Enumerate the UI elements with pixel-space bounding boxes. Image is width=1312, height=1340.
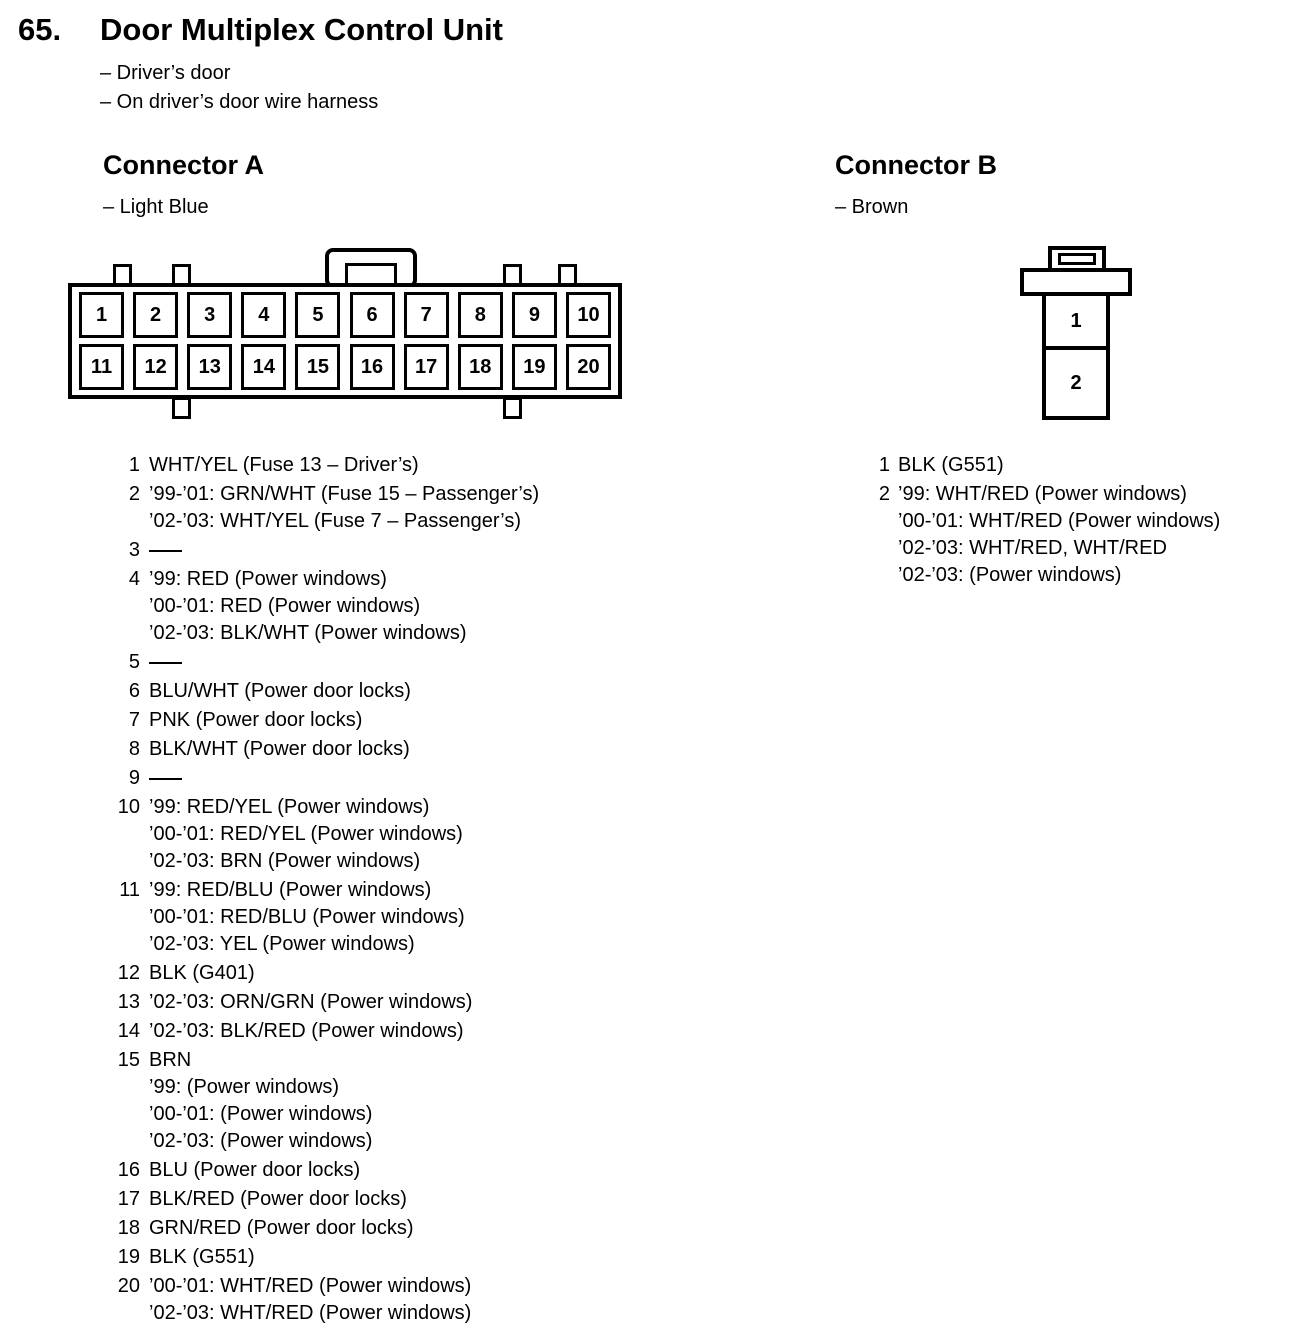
pin-description — [898, 481, 1220, 589]
pin-line: ’02-’03: WHT/YEL (Fuse 7 – Passenger’s) — [149, 510, 522, 532]
pin-row-3 — [105, 537, 539, 564]
pin-description — [149, 707, 362, 734]
connector-cavity-6: 6 — [350, 292, 395, 338]
pin-line: ’00-’01: WHT/RED (Power windows) — [149, 1275, 472, 1297]
pin-line: ’00-’01: WHT/RED (Power windows) — [898, 510, 1221, 532]
connector-cavity-4: 4 — [241, 292, 286, 338]
pin-description — [149, 989, 472, 1016]
connector-cavity-13: 13 — [187, 344, 232, 390]
connector-cavity-2: 2 — [1070, 371, 1082, 394]
pin-number: 10 — [117, 796, 140, 818]
pin-line: ’02-’03: WHT/RED, WHT/RED — [898, 537, 1167, 559]
page-note: – Driver’s door — [100, 62, 231, 84]
pin-number: 4 — [128, 568, 140, 590]
pin-description — [149, 537, 182, 564]
connector-a-pin-list — [105, 452, 539, 1329]
pin-line: ’00-’01: RED/YEL (Power windows) — [149, 823, 463, 845]
pin-description — [149, 877, 465, 958]
pin-row-2 — [868, 481, 1220, 589]
pin-line — [149, 537, 182, 564]
pin-description — [149, 452, 419, 479]
pin-line: ’02-’03: ORN/GRN (Power windows) — [149, 991, 473, 1013]
pin-number: 5 — [128, 651, 140, 673]
pin-line: ’00-’01: RED (Power windows) — [149, 595, 421, 617]
pin-description — [149, 1215, 414, 1242]
pin-row-5 — [105, 649, 539, 676]
pin-description — [149, 1018, 464, 1045]
connector-cavity-14: 14 — [241, 344, 286, 390]
pin-line: GRN/RED (Power door locks) — [149, 1217, 414, 1239]
pin-row-8 — [105, 736, 539, 763]
connector-cavity-2: 2 — [133, 292, 178, 338]
pin-description — [149, 1047, 372, 1155]
connector-b-pin-diagram — [1018, 246, 1134, 422]
connector-cavity-3: 3 — [187, 292, 232, 338]
pin-line: ’02-’03: (Power windows) — [149, 1130, 373, 1152]
pin-row-13 — [105, 989, 539, 1016]
connector-b-flange — [1020, 268, 1132, 296]
pin-number: 19 — [117, 1246, 140, 1268]
pin-description — [149, 794, 463, 875]
pin-line: ’00-’01: RED/BLU (Power windows) — [149, 906, 465, 928]
pin-line: ’99: RED/BLU (Power windows) — [149, 879, 432, 901]
page-note: – On driver’s door wire harness — [100, 91, 379, 113]
pin-number: 9 — [128, 767, 140, 789]
connector-latch-notch — [1058, 253, 1096, 265]
pin-number: 12 — [117, 962, 140, 984]
no-connection-dash — [149, 662, 182, 664]
pin-line: PNK (Power door locks) — [149, 709, 363, 731]
pin-number: 2 — [128, 483, 140, 505]
pin-description — [149, 1273, 471, 1327]
no-connection-dash — [149, 550, 182, 552]
connector-cavity-8: 8 — [458, 292, 503, 338]
pin-line: ’02-’03: BRN (Power windows) — [149, 850, 421, 872]
pin-row-15 — [105, 1047, 539, 1155]
pin-line: BLK (G401) — [149, 962, 255, 984]
pin-line — [149, 765, 182, 792]
pin-number: 11 — [119, 879, 140, 901]
connector-cavity-1: 1 — [79, 292, 124, 338]
pin-line: BLK (G551) — [898, 454, 1004, 476]
pin-row-2 — [105, 481, 539, 535]
connector-a-row-bottom — [79, 344, 611, 390]
page-title: Door Multiplex Control Unit — [100, 12, 503, 47]
pin-number: 18 — [117, 1217, 140, 1239]
connector-b-pin-list — [868, 452, 1220, 591]
connector-cavity-16: 16 — [350, 344, 395, 390]
pin-number: 17 — [117, 1188, 140, 1210]
pin-number: 14 — [117, 1020, 140, 1042]
pin-description — [149, 481, 539, 535]
pin-line: ’99: RED/YEL (Power windows) — [149, 796, 430, 818]
pin-number: 13 — [117, 991, 140, 1013]
connector-cavity-20: 20 — [566, 344, 611, 390]
pin-number: 3 — [128, 539, 140, 561]
pin-row-18 — [105, 1215, 539, 1242]
pin-line: BLU (Power door locks) — [149, 1159, 361, 1181]
connector-cavity-5: 5 — [295, 292, 340, 338]
pin-number: 1 — [878, 454, 890, 476]
pin-number: 20 — [117, 1275, 140, 1297]
pin-line: BLU/WHT (Power door locks) — [149, 680, 411, 702]
pin-line: BLK/WHT (Power door locks) — [149, 738, 410, 760]
connector-a-body — [68, 283, 622, 399]
connector-cavity-12: 12 — [133, 344, 178, 390]
pin-number: 8 — [128, 738, 140, 760]
pin-row-6 — [105, 678, 539, 705]
pin-line — [149, 649, 182, 676]
pin-row-17 — [105, 1186, 539, 1213]
pin-line: ’02-’03: YEL (Power windows) — [149, 933, 415, 955]
pin-row-1 — [868, 452, 1220, 479]
section-number: 65. — [18, 12, 62, 47]
pin-line: ’02-’03: BLK/RED (Power windows) — [149, 1020, 464, 1042]
connector-tab — [503, 397, 522, 419]
connector-a-color-note: – Light Blue — [103, 196, 209, 218]
pin-description — [149, 960, 255, 987]
connector-cavity-1: 1 — [1046, 296, 1106, 350]
pin-description — [149, 566, 467, 647]
pin-line: ’02-’03: (Power windows) — [898, 564, 1122, 586]
connector-latch-tab — [325, 248, 417, 288]
pin-description — [149, 1244, 255, 1271]
connector-cavity-15: 15 — [295, 344, 340, 390]
pin-row-16 — [105, 1157, 539, 1184]
pin-row-7 — [105, 707, 539, 734]
connector-cavity-9: 9 — [512, 292, 557, 338]
pin-row-19 — [105, 1244, 539, 1271]
pin-number: 6 — [128, 680, 140, 702]
connector-cavity-17: 17 — [404, 344, 449, 390]
pin-description — [149, 736, 410, 763]
pin-line: BLK (G551) — [149, 1246, 255, 1268]
pin-row-4 — [105, 566, 539, 647]
pin-number: 15 — [117, 1049, 140, 1071]
pin-number: 16 — [117, 1159, 140, 1181]
pin-line: ’00-’01: (Power windows) — [149, 1103, 373, 1125]
connector-cavity-11: 11 — [79, 344, 124, 390]
pin-line: WHT/YEL (Fuse 13 – Driver’s) — [149, 454, 419, 476]
pin-description — [149, 1186, 407, 1213]
no-connection-dash — [149, 778, 182, 780]
pin-number: 1 — [128, 454, 140, 476]
connector-b-body — [1042, 292, 1110, 420]
pin-description — [149, 678, 411, 705]
pin-number: 2 — [878, 483, 890, 505]
pin-row-9 — [105, 765, 539, 792]
connector-cavity-10: 10 — [566, 292, 611, 338]
pin-row-14 — [105, 1018, 539, 1045]
pin-row-1 — [105, 452, 539, 479]
connector-b-heading: Connector B — [835, 150, 997, 180]
pin-line: BRN — [149, 1049, 192, 1071]
pin-description — [149, 765, 182, 792]
connector-a-pin-diagram — [68, 248, 624, 420]
pin-line: ’99-’01: GRN/WHT (Fuse 15 – Passenger’s) — [149, 483, 540, 505]
connector-cavity-7: 7 — [404, 292, 449, 338]
pin-line: ’02-’03: WHT/RED (Power windows) — [149, 1302, 472, 1324]
pin-line: BLK/RED (Power door locks) — [149, 1188, 407, 1210]
pin-row-11 — [105, 877, 539, 958]
pin-row-20 — [105, 1273, 539, 1327]
connector-cavity-19: 19 — [512, 344, 557, 390]
pin-row-12 — [105, 960, 539, 987]
pin-description — [149, 1157, 360, 1184]
pin-description — [898, 452, 1004, 479]
connector-a-heading: Connector A — [103, 150, 264, 180]
connector-tab — [172, 397, 191, 419]
pin-row-10 — [105, 794, 539, 875]
connector-b-color-note: – Brown — [835, 196, 909, 218]
pin-line: ’99: WHT/RED (Power windows) — [898, 483, 1187, 505]
pin-description — [149, 649, 182, 676]
pin-line: ’99: (Power windows) — [149, 1076, 340, 1098]
pin-line: ’02-’03: BLK/WHT (Power windows) — [149, 622, 467, 644]
connector-cavity-18: 18 — [458, 344, 503, 390]
pin-line: ’99: RED (Power windows) — [149, 568, 387, 590]
connector-a-row-top — [79, 292, 611, 338]
pin-number: 7 — [128, 709, 140, 731]
